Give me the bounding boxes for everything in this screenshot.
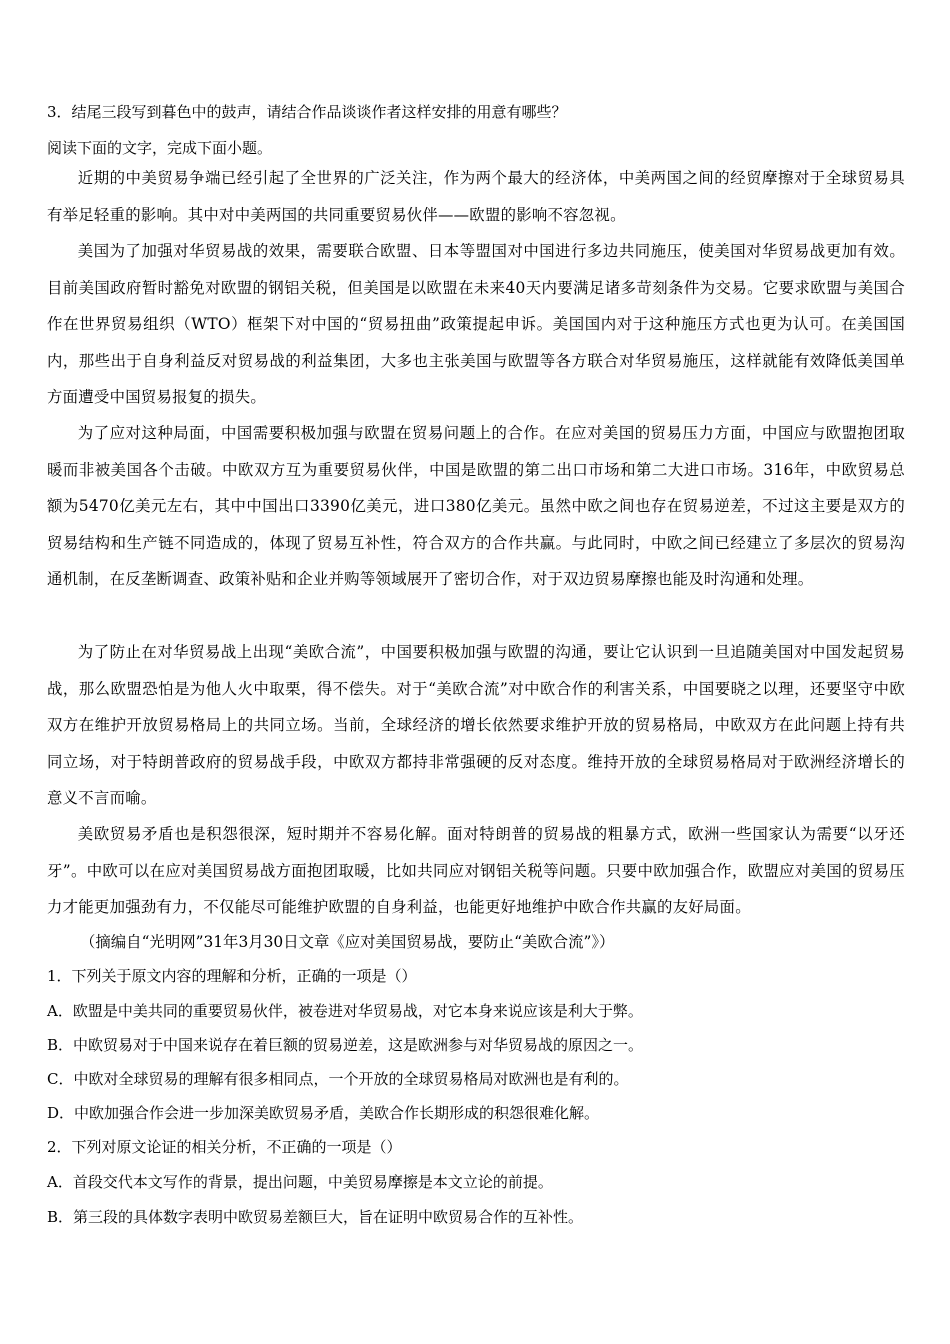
question-1-option-c: C．中欧对全球贸易的理解有很多相同点，一个开放的全球贸易格局对欧洲也是有利的。: [47, 1070, 629, 1088]
question-1-option-a: A．欧盟是中美共同的重要贸易伙伴，被卷进对华贸易战，对它本身来说应该是利大于弊。: [47, 1002, 643, 1020]
question-2-option-a: A．首段交代本文写作的背景，提出问题，中美贸易摩擦是本文立论的前提。: [47, 1173, 553, 1191]
question-2-stem: 2．下列对原文论证的相关分析，不正确的一项是（）: [47, 1138, 402, 1156]
reading-instruction: 阅读下面的文字，完成下面小题。: [47, 139, 273, 157]
question-1-stem: 1．下列关于原文内容的理解和分析，正确的一项是（）: [47, 967, 417, 985]
question-1-option-d: D．中欧加强合作会进一步加深美欧贸易矛盾，美欧合作长期形成的积怨很难化解。: [47, 1104, 600, 1122]
source-citation: （摘编自“光明网”31年3月30日文章《应对美国贸易战，要防止“美欧合流”》）: [80, 933, 615, 951]
paragraph-1: 近期的中美贸易争端已经引起了全世界的广泛关注，作为两个最大的经济体，中美两国之间的经贸摩擦对于全球贸易具有举足轻重的影响。其中对中美两国的共同重要贸易伙伴——欧盟的影响不容忽视。: [47, 169, 905, 224]
question-3: 3．结尾三段写到暮色中的鼓声，请结合作品谈谈作者这样安排的用意有哪些？: [47, 103, 567, 121]
question-2-option-b: B．第三段的具体数字表明中欧贸易差额巨大，旨在证明中欧贸易合作的互补性。: [47, 1208, 584, 1226]
paragraph-2: 美国为了加强对华贸易战的效果，需要联合欧盟、日本等盟国对中国进行多边共同施压，使美国对华贸易战更加有效。目前美国政府暂时豁免对欧盟的钢铝关税，但美国是以欧盟在未来40天内要满足诸多苛刻条件为交易。它要求欧盟与美国合作在世界贸易组织（WTO）框架下对中国的“贸易扭曲”政策提起申诉。美国国内对于这种施压方式也更为认可。在美国国内，那些出于自身利益反对贸易战的利益集团，大多也主张美国与欧盟等各方联合对华贸易施压，这样就能有效降低美国单方面遭受中国贸易报复的损失。: [47, 242, 905, 406]
paragraph-3: 为了应对这种局面，中国需要积极加强与欧盟在贸易问题上的合作。在应对美国的贸易压力方面，中国应与欧盟抱团取暖而非被美国各个击破。中欧双方互为重要贸易伙伴，中国是欧盟的第二出口市场和第二大进口市场。316年，中欧贸易总额为5470亿美元左右，其中中国出口3390亿美元，进口380亿美元。虽然中欧之间也存在贸易逆差，不过这主要是双方的贸易结构和生产链不同造成的，体现了贸易互补性，符合双方的合作共赢。与此同时，中欧之间已经建立了多层次的贸易沟通机制，在反垄断调查、政策补贴和企业并购等领域展开了密切合作，对于双边贸易摩擦也能及时沟通和处理。: [47, 424, 905, 588]
paragraph-5: 美欧贸易矛盾也是积怨很深，短时期并不容易化解。面对特朗普的贸易战的粗暴方式，欧洲一些国家认为需要“以牙还牙”。中欧可以在应对美国贸易战方面抱团取暖，比如共同应对钢铝关税等问题。只要中欧加强合作，欧盟应对美国的贸易压力才能更加强劲有力，不仅能尽可能维护欧盟的自身利益，也能更好地维护中欧合作共赢的友好局面。: [47, 825, 905, 916]
paragraph-4: 为了防止在对华贸易战上出现“美欧合流”，中国要积极加强与欧盟的沟通，要让它认识到一旦追随美国对中国发起贸易战，那么欧盟恐怕是为他人火中取栗，得不偿失。对于“美欧合流”对中欧合作的利害关系，中国要晓之以理，还要坚守中欧双方在维护开放贸易格局上的共同立场。当前，全球经济的增长依然要求维护开放的贸易格局，中欧双方在此问题上持有共同立场，对于特朗普政府的贸易战手段，中欧双方都持非常强硬的反对态度。维持开放的全球贸易格局对于欧洲经济增长的意义不言而喻。: [47, 643, 905, 807]
question-1-option-b: B．中欧贸易对于中国来说存在着巨额的贸易逆差，这是欧洲参与对华贸易战的原因之一。: [47, 1036, 644, 1054]
